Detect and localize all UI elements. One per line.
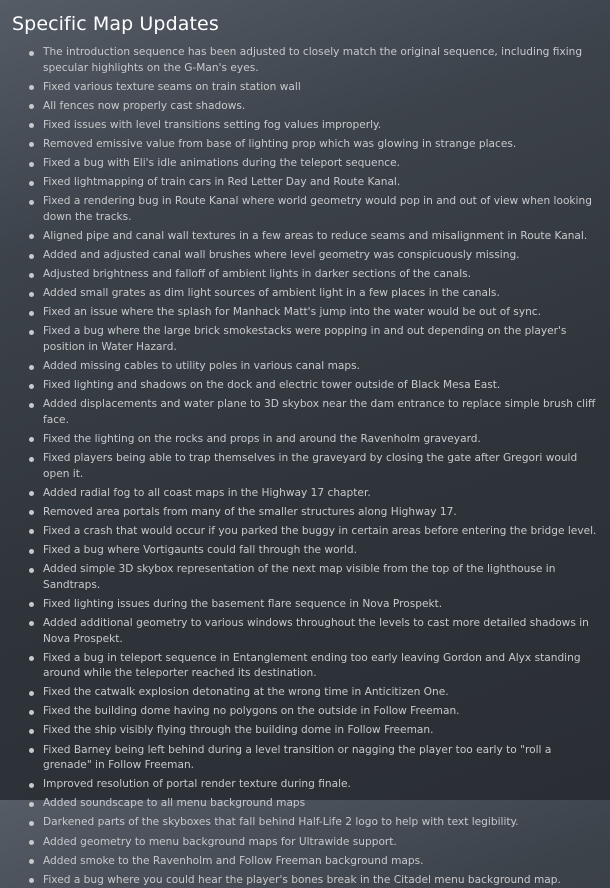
bullet-icon [29, 510, 34, 515]
list-item-text: Fixed a bug where the large brick smokestacks were popping in and out depending on the player's position in Water Hazard. [43, 325, 567, 353]
list-item-text: Fixed the ship visibly flying through the building dome in Follow Freeman. [43, 724, 434, 737]
bullet-icon [29, 311, 34, 316]
bullet-icon [29, 384, 34, 389]
list-item-text: Fixed a bug where Vortigaunts could fall through the world. [43, 544, 357, 557]
list-item-text: Added displacements and water plane to 3D skybox near the dam entrance to replace simple brush cliff face. [43, 398, 596, 426]
list-item [43, 137, 600, 153]
list-item-text: Added radial fog to all coast maps in the Highway 17 chapter. [43, 486, 371, 499]
bullet-icon [29, 729, 34, 734]
list-item [43, 704, 600, 720]
bullet-icon [29, 162, 34, 167]
list-item-text: All fences now properly cast shadows. [43, 99, 246, 112]
list-item [43, 543, 600, 559]
list-item-text: Improved resolution of portal render texture during finale. [43, 778, 351, 791]
list-item-text: The introduction sequence has been adjusted to closely match the original sequence, including fixing specular highlights on the G-Man's eyes. [43, 46, 583, 74]
list-item [43, 873, 600, 888]
list-item-text: Adjusted brightness and falloff of ambient lights in darker sections of the canals. [43, 268, 472, 281]
list-item-text: Added simple 3D skybox representation of the next map visible from the top of the lighthouse in Sandtraps. [43, 563, 556, 591]
list-item-text: Fixed players being able to trap themselves in the graveyard by closing the gate after Gregori would open it. [43, 452, 578, 480]
bullet-icon [29, 254, 34, 259]
list-item-text: Fixed lightmapping of train cars in Red Letter Day and Route Kanal. [43, 176, 401, 189]
bullet-icon [29, 234, 34, 239]
bullet-icon [29, 748, 34, 753]
list-item [43, 451, 600, 482]
list-item [43, 616, 600, 647]
list-item-text: Added missing cables to utility poles in various canal maps. [43, 360, 361, 373]
bullet-icon [29, 691, 34, 696]
list-item-text: Fixed a bug with Eli's idle animations during the teleport sequence. [43, 157, 400, 170]
list-item [43, 397, 600, 428]
list-item-text: Fixed lighting and shadows on the dock and electric tower outside of Black Mesa East. [43, 379, 501, 392]
list-item-text: Aligned pipe and canal wall textures in a few areas to reduce seams and misalignment in Route Kanal. [43, 229, 588, 242]
list-item [43, 743, 600, 774]
list-item [43, 777, 600, 793]
list-item [43, 796, 600, 812]
list-item-text: Removed area portals from many of the smaller structures along Highway 17. [43, 505, 457, 518]
bullet-icon [29, 491, 34, 496]
bullet-icon [29, 568, 34, 573]
bullet-icon [29, 802, 34, 807]
list-item-text: Added soundscape to all menu background maps [43, 797, 306, 810]
list-item-text: Fixed issues with level transitions setting fog values improperly. [43, 118, 382, 131]
bullet-icon [29, 821, 34, 826]
bullet-icon [29, 365, 34, 370]
section-title: Specific Map Updates [12, 13, 219, 35]
list-item [43, 118, 600, 134]
bullet-icon [29, 656, 34, 661]
bullet-icon [29, 104, 34, 109]
bullet-icon [29, 783, 34, 788]
bullet-icon [29, 292, 34, 297]
list-item [43, 524, 600, 540]
list-item [43, 562, 600, 593]
list-item-text: Removed emissive value from base of lighting prop which was glowing in strange places. [43, 137, 517, 150]
list-item-text: Fixed the building dome having no polygons on the outside in Follow Freeman. [43, 705, 460, 718]
list-item [43, 229, 600, 245]
list-item [43, 45, 600, 76]
bullet-icon [29, 457, 34, 462]
bullet-icon [29, 330, 34, 335]
bullet-icon [29, 859, 34, 864]
list-item [43, 324, 600, 355]
list-item [43, 505, 600, 521]
list-item [43, 685, 600, 701]
bullet-icon [29, 181, 34, 186]
list-item [43, 486, 600, 502]
list-item [43, 835, 600, 851]
bullet-icon [29, 437, 34, 442]
list-item [43, 854, 600, 870]
list-item-text: Fixed the catwalk explosion detonating at the wrong time in Anticitizen One. [43, 686, 449, 699]
list-item [43, 432, 600, 448]
list-item-text: Fixed Barney being left behind during a level transition or nagging the player too early to "roll a grenade" in Follow Freeman. [43, 743, 552, 772]
bullet-icon [29, 529, 34, 534]
list-item [43, 651, 600, 682]
list-item [43, 267, 600, 283]
bullet-icon [29, 123, 34, 128]
list-item [43, 194, 600, 225]
bullet-icon [29, 403, 34, 408]
list-item-text: Fixed a crash that would occur if you parked the buggy in certain areas before entering the bridge level. [43, 524, 597, 537]
bullet-icon [29, 549, 34, 554]
bullet-icon [29, 621, 34, 626]
bullet-icon [29, 85, 34, 90]
update-list [12, 45, 600, 888]
list-item [43, 378, 600, 394]
list-item [43, 723, 600, 739]
list-item [43, 815, 600, 831]
bullet-icon [29, 51, 34, 56]
list-item [43, 286, 600, 302]
list-item [43, 80, 600, 96]
list-item-text: Fixed a rendering bug in Route Kanal where world geometry would pop in and out of view when looking down the tracks. [43, 195, 592, 223]
list-item [43, 99, 600, 115]
list-item-text: Added and adjusted canal wall brushes where level geometry was conspicuously missing. [43, 249, 520, 262]
list-item-text: Fixed a bug in teleport sequence in Entanglement ending too early leaving Gordon and Alyx standing around while the teleporter reached its destination. [43, 651, 581, 680]
list-item [43, 175, 600, 191]
list-item-text: Added smoke to the Ravenholm and Follow Freeman background maps. [43, 854, 424, 867]
list-item-text: Fixed various texture seams on train station wall [43, 80, 301, 93]
list-item [43, 305, 600, 321]
list-item [43, 156, 600, 172]
list-item-text: Fixed an issue where the splash for Manhack Matt's jump into the water would be out of sync. [43, 306, 541, 319]
list-item-text: Darkened parts of the skyboxes that fall behind Half-Life 2 logo to help with text legibility. [43, 816, 519, 829]
list-item-text: Added geometry to menu background maps for Ultrawide support. [43, 835, 397, 848]
bullet-icon [29, 142, 34, 147]
list-item [43, 597, 600, 613]
list-item [43, 248, 600, 264]
bullet-icon [29, 878, 34, 883]
bullet-icon [29, 273, 34, 278]
list-item-text: Fixed the lighting on the rocks and props in and around the Ravenholm graveyard. [43, 432, 481, 445]
bullet-icon [29, 710, 34, 715]
bullet-icon [29, 200, 34, 205]
bullet-icon [29, 602, 34, 607]
list-item-text: Fixed a bug where you could hear the player's bones break in the Citadel menu background map. [43, 873, 561, 886]
list-item-text: Fixed lighting issues during the basement flare sequence in Nova Prospekt. [43, 597, 443, 610]
list-item-text: Added small grates as dim light sources of ambient light in a few places in the canals. [43, 287, 500, 300]
list-item [43, 359, 600, 375]
list-item-text: Added additional geometry to various windows throughout the levels to cast more detailed shadows in Nova Prospekt. [43, 616, 589, 645]
bullet-icon [29, 840, 34, 845]
